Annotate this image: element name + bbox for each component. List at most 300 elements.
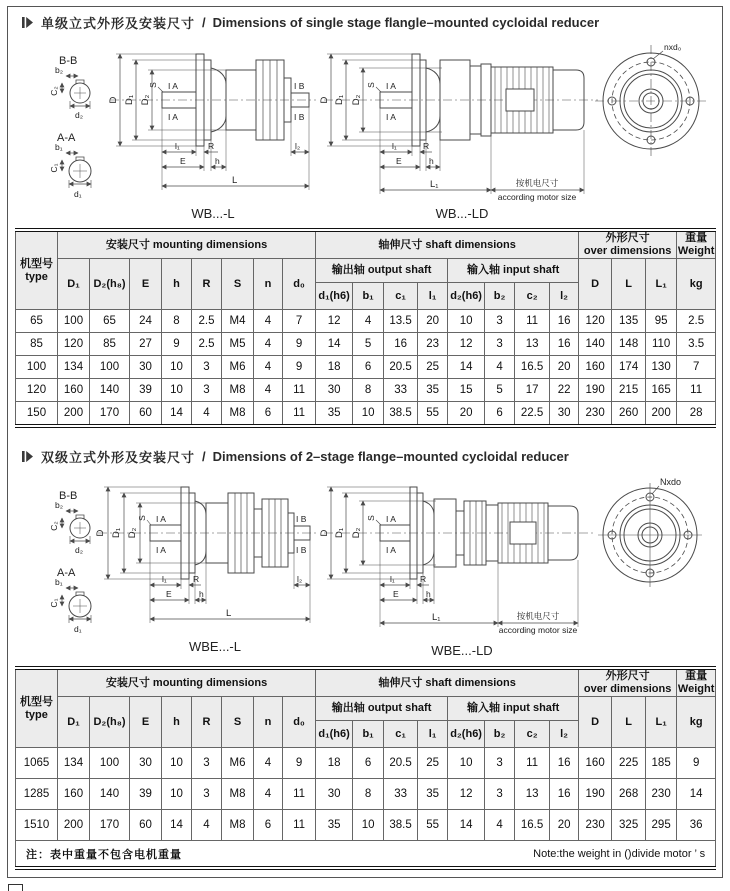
table-cell: 2.5 [192, 333, 222, 356]
dim-label-D-ld: D [319, 96, 330, 104]
column-header: d₂(h6) [448, 283, 485, 310]
table-cell: 13 [515, 333, 550, 356]
weld-mark-ib-bottom: I B [296, 545, 307, 555]
column-header: d₀ [283, 697, 316, 748]
motor-size-en: according motor size [498, 625, 578, 635]
dim-label-L1: L₁ [432, 612, 441, 623]
column-header: l₂ [550, 721, 579, 748]
table-cell: 55 [418, 810, 448, 841]
table-cell: 35 [418, 379, 448, 402]
caption-wb-l: WB...-L [191, 206, 235, 221]
table-cell: M8 [222, 779, 254, 810]
dim-label-D1: D₁ [124, 94, 135, 106]
table-cell: 4 [254, 356, 283, 379]
table-cell: 65 [90, 310, 130, 333]
table-cell: 215 [612, 379, 646, 402]
dim-label-l1: l₁ [162, 574, 167, 584]
dim-label-d2: d₂ [75, 110, 84, 120]
table-cell: 30 [550, 402, 579, 427]
table-cell: M8 [222, 402, 254, 427]
flange-face-view [595, 45, 707, 157]
table-cell: 85 [16, 333, 58, 356]
dim-label-L: L [226, 608, 232, 619]
table-cell: 30 [130, 748, 162, 779]
column-header: E [130, 259, 162, 310]
section-view-bb [62, 511, 90, 544]
table-cell: 9 [283, 356, 316, 379]
caption-wb-ld: WB...-LD [435, 206, 489, 221]
table-cell: 1285 [16, 779, 58, 810]
table-cell: 135 [612, 310, 646, 333]
table-cell: 25 [418, 748, 448, 779]
table-cell: 100 [58, 310, 90, 333]
table-cell: 100 [16, 356, 58, 379]
section2-title [21, 447, 569, 466]
flange-face-view [598, 483, 702, 587]
dim-label-C2: C₂ [49, 521, 59, 531]
table-cell: 5 [353, 333, 384, 356]
table-cell: 30 [316, 379, 353, 402]
weld-mark-ia-bottom-ld: I A [386, 545, 396, 555]
table-cell: 95 [646, 310, 677, 333]
table-cell: 4 [254, 779, 283, 810]
table-cell: 12 [316, 310, 353, 333]
section-mark-aa: A-A [57, 567, 76, 579]
wb-l-view [110, 54, 316, 190]
table-cell: 28 [677, 402, 716, 427]
wb-ld-view [324, 54, 598, 194]
table-cell: 8 [162, 310, 192, 333]
caption-wbe-l: WBE...-L [188, 639, 242, 654]
table-cell: 200 [58, 402, 90, 427]
motor-size-zh: 按机电尺寸 [515, 178, 559, 188]
dim-label-R-ld: R [420, 574, 427, 584]
table-cell: 134 [58, 356, 90, 379]
column-header: d₁(h6) [316, 283, 353, 310]
drawing-section2 [0, 473, 730, 663]
table-cell: 16 [550, 333, 579, 356]
dim-label-S: S [137, 515, 147, 521]
column-header: d₂(h6) [448, 721, 485, 748]
table-cell: 140 [90, 379, 130, 402]
table-cell: 30 [316, 779, 353, 810]
table-cell: 120 [58, 333, 90, 356]
table-cell: 170 [90, 810, 130, 841]
type-header: 机型号 type [16, 230, 58, 310]
table-cell: M8 [222, 810, 254, 841]
column-header: c₁ [384, 721, 418, 748]
table-cell: 9 [162, 333, 192, 356]
motor-size-en: according motor size [497, 192, 577, 202]
mounting-group-header: 安装尺寸 mounting dimensions [58, 230, 316, 259]
column-header: L [612, 259, 646, 310]
dim-label-C2: C₂ [49, 86, 59, 96]
weld-mark-ia-bottom-ld: I A [386, 112, 396, 122]
column-header: D [579, 259, 612, 310]
table-cell: 160 [58, 379, 90, 402]
table-cell: 10 [353, 402, 384, 427]
table-cell: 1065 [16, 748, 58, 779]
weight-group-header: 重量 Weight [677, 232, 715, 258]
table-cell: 200 [58, 810, 90, 841]
table-cell: 3 [485, 310, 515, 333]
table-cell: 39 [130, 779, 162, 810]
table-row [16, 402, 716, 427]
table-cell: 230 [579, 810, 612, 841]
weld-mark-ia-bottom: I A [156, 545, 166, 555]
table-cell: 22.5 [515, 402, 550, 427]
weld-mark-ib-bottom: I B [294, 112, 305, 122]
dim-label-D2: D₂ [140, 94, 151, 106]
column-header: D₂(h₈) [90, 697, 130, 748]
table-cell: 14 [162, 810, 192, 841]
table-cell: 6 [485, 402, 515, 427]
dim-label-l1: l₁ [175, 141, 180, 151]
section2-title-zh: 双级立式外形及安装尺寸 [41, 450, 196, 465]
dim-label-S: S [148, 82, 158, 88]
table-cell: 165 [646, 379, 677, 402]
table-cell: 20 [550, 356, 579, 379]
table-cell: 260 [612, 402, 646, 427]
table-cell: 7 [283, 310, 316, 333]
table-cell: 4 [254, 748, 283, 779]
section1-title-zh: 单级立式外形及安装尺寸 [41, 16, 196, 31]
table-cell: 16 [550, 779, 579, 810]
table-cell: 225 [612, 748, 646, 779]
dim-label-h: h [199, 589, 204, 599]
table-cell: 185 [646, 748, 677, 779]
column-header: L [612, 697, 646, 748]
table-cell: 11 [283, 379, 316, 402]
column-header: c₂ [515, 283, 550, 310]
table-cell: 11 [677, 379, 716, 402]
dim-label-E-ld: E [396, 156, 402, 166]
table-cell: 174 [612, 356, 646, 379]
dim-label-D2-ld: D₂ [351, 94, 362, 106]
table-cell: M5 [222, 333, 254, 356]
dim-label-S-ld: S [366, 515, 376, 521]
table-cell: 10 [162, 779, 192, 810]
shaft-group-header: 轴伸尺寸 shaft dimensions [316, 668, 579, 697]
table-cell: M6 [222, 356, 254, 379]
table-cell: 100 [90, 356, 130, 379]
table-cell: 268 [612, 779, 646, 810]
table-cell: 295 [646, 810, 677, 841]
output-shaft-header: 输出轴 output shaft [316, 697, 448, 721]
table-cell: 33 [384, 379, 418, 402]
over-group-header: 外形尺寸 over dimensions [579, 230, 677, 259]
table-cell: 5 [485, 379, 515, 402]
table-cell: 3 [192, 356, 222, 379]
table-row [16, 310, 716, 333]
column-header: l₁ [418, 721, 448, 748]
table-cell: 11 [283, 810, 316, 841]
column-header: l₁ [418, 283, 448, 310]
table-cell: 190 [579, 779, 612, 810]
weld-mark-ia-top: I A [168, 81, 178, 91]
input-shaft-header: 输入轴 input shaft [448, 259, 579, 283]
title-divider: / [202, 15, 206, 30]
dim-label-E: E [180, 156, 186, 166]
table-row [16, 779, 716, 810]
column-header: R [192, 697, 222, 748]
column-header: l₂ [550, 283, 579, 310]
table2-container [15, 666, 715, 870]
dim-label-d1: d₁ [74, 189, 82, 199]
column-header: b₁ [353, 283, 384, 310]
dim-label-D1: D₁ [111, 527, 122, 539]
column-header: n [254, 259, 283, 310]
column-header: D [579, 697, 612, 748]
dim-label-l1-ld: l₁ [392, 141, 397, 151]
mounting-group-header: 安装尺寸 mounting dimensions [58, 668, 316, 697]
caption-wbe-ld: WBE...-LD [431, 643, 493, 658]
column-header: S [222, 259, 254, 310]
shaft-group-header: 轴伸尺寸 shaft dimensions [316, 230, 579, 259]
table-cell: 11 [283, 779, 316, 810]
table-cell: 12 [448, 333, 485, 356]
table-cell: 4 [192, 402, 222, 427]
title-divider: / [202, 449, 206, 464]
column-header: n [254, 697, 283, 748]
dim-label-d2: d₂ [75, 545, 84, 555]
table-row [16, 748, 716, 779]
table-cell: 85 [90, 333, 130, 356]
dim-label-L: L [232, 175, 238, 186]
table-cell: 35 [316, 810, 353, 841]
table-cell: 3 [192, 748, 222, 779]
wbe-ld-view [324, 487, 596, 627]
column-header: D₁ [58, 697, 90, 748]
table-row [16, 810, 716, 841]
dim-label-b1: b₁ [55, 577, 63, 587]
table-cell: 9 [677, 748, 716, 779]
column-header: R [192, 259, 222, 310]
column-header: L₁ [646, 259, 677, 310]
table-cell: 3 [192, 779, 222, 810]
column-header: b₂ [485, 721, 515, 748]
section-mark-bb: B-B [59, 490, 78, 502]
dim-label-D2-ld: D₂ [351, 527, 362, 539]
weld-mark-ia-top-ld: I A [386, 514, 396, 524]
table-cell: 13 [515, 779, 550, 810]
table-cell: 2.5 [192, 310, 222, 333]
table-cell: 4 [485, 356, 515, 379]
flange-bolt-label: nxd₀ [664, 42, 682, 52]
weight-group-header: 重量 Weight [677, 670, 715, 696]
table-cell: 14 [448, 356, 485, 379]
table-cell: 200 [646, 402, 677, 427]
table-cell: 230 [579, 402, 612, 427]
table-cell: 7 [677, 356, 716, 379]
table-cell: 4 [254, 310, 283, 333]
column-header: b₂ [485, 283, 515, 310]
table-cell: 10 [162, 356, 192, 379]
table-cell: 4 [254, 379, 283, 402]
column-header: c₁ [384, 283, 418, 310]
table-row [16, 356, 716, 379]
table-cell: 10 [448, 310, 485, 333]
table-cell: 24 [130, 310, 162, 333]
table-cell: 9 [283, 333, 316, 356]
table-cell: 10 [353, 810, 384, 841]
column-header: d₀ [283, 259, 316, 310]
table-cell: 33 [384, 779, 418, 810]
table-cell: 4 [485, 810, 515, 841]
table-cell: 12 [448, 779, 485, 810]
table-cell: 27 [130, 333, 162, 356]
table-cell: 17 [515, 379, 550, 402]
table-cell: 11 [515, 748, 550, 779]
table-cell: 160 [579, 748, 612, 779]
table-cell: 4 [192, 810, 222, 841]
table-cell: 148 [612, 333, 646, 356]
table-cell: 20.5 [384, 356, 418, 379]
table-cell: 110 [646, 333, 677, 356]
column-header: h [162, 697, 192, 748]
weld-mark-ib-top: I B [296, 514, 307, 524]
table-cell: 20 [448, 402, 485, 427]
type-header: 机型号 type [16, 668, 58, 748]
table-cell: 30 [130, 356, 162, 379]
weld-mark-ib-top: I B [294, 81, 305, 91]
table-cell: 25 [418, 356, 448, 379]
dim-label-R: R [193, 574, 200, 584]
table-row [16, 379, 716, 402]
dim-label-l2: l₂ [295, 141, 301, 151]
table-cell: 190 [579, 379, 612, 402]
dim-label-L1: L₁ [430, 179, 439, 190]
table-cell: 134 [58, 748, 90, 779]
table-cell: 6 [353, 748, 384, 779]
table-cell: 10 [162, 748, 192, 779]
table-cell: 140 [90, 779, 130, 810]
table-cell: 35 [316, 402, 353, 427]
table-cell: 16.5 [515, 810, 550, 841]
table-cell: 14 [677, 779, 716, 810]
column-header: L₁ [646, 697, 677, 748]
table-cell: 60 [130, 402, 162, 427]
table-cell: 38.5 [384, 402, 418, 427]
weld-mark-ia-top: I A [156, 514, 166, 524]
column-header: S [222, 697, 254, 748]
table-cell: 150 [16, 402, 58, 427]
column-header: h [162, 259, 192, 310]
weld-mark-ia-bottom: I A [168, 112, 178, 122]
column-header: D₁ [58, 259, 90, 310]
dim-label-R-ld: R [423, 141, 430, 151]
table-cell: 39 [130, 379, 162, 402]
table-cell: 20 [550, 810, 579, 841]
dim-label-h-ld: h [429, 156, 434, 166]
table-row [16, 333, 716, 356]
table-cell: 3 [192, 379, 222, 402]
footnote-zh: 注：表中重量不包含电机重量 [26, 848, 182, 861]
table-cell: 8 [353, 779, 384, 810]
dim-label-l1-ld: l₁ [390, 574, 395, 584]
weld-mark-ia-top-ld: I A [386, 81, 396, 91]
over-group-header: 外形尺寸 over dimensions [579, 668, 677, 697]
dim-label-b1: b₁ [55, 142, 63, 152]
table-cell: M8 [222, 379, 254, 402]
table-cell: 16 [550, 748, 579, 779]
dim-label-S-ld: S [366, 82, 376, 88]
footnote-row [16, 841, 716, 869]
page-corner-box [8, 884, 23, 891]
table-cell: 18 [316, 356, 353, 379]
table-cell: 100 [90, 748, 130, 779]
table-cell: 16 [550, 310, 579, 333]
section-marker-icon [21, 450, 34, 463]
section-marker-icon [21, 16, 34, 29]
section1-title-en: Dimensions of single stage flangle–mounted cycloidal reducer [212, 15, 600, 30]
table-cell: 38.5 [384, 810, 418, 841]
section-view-bb [62, 76, 90, 109]
dim-label-d1: d₁ [74, 624, 82, 634]
table-cell: 14 [162, 402, 192, 427]
table-cell: M4 [222, 310, 254, 333]
dim-label-D1-ld: D₁ [334, 527, 345, 539]
table-cell: 170 [90, 402, 130, 427]
dim-label-D-ld: D [319, 529, 330, 537]
table-cell: 3.5 [677, 333, 716, 356]
motor-size-zh: 按机电尺寸 [516, 611, 560, 621]
dim-label-l2: l₂ [297, 574, 303, 584]
dim-label-h-ld: h [426, 589, 431, 599]
table-cell: 3 [485, 779, 515, 810]
table-cell: 2.5 [677, 310, 716, 333]
two-stage-dimensions-table [15, 666, 716, 870]
table-cell: 1510 [16, 810, 58, 841]
column-header: d₁(h6) [316, 721, 353, 748]
dim-label-E-ld: E [393, 589, 399, 599]
table-cell: 120 [16, 379, 58, 402]
table-cell: 11 [283, 402, 316, 427]
section1-title [21, 13, 599, 32]
input-shaft-header: 输入轴 input shaft [448, 697, 579, 721]
table-cell: 36 [677, 810, 716, 841]
table-cell: 3 [485, 333, 515, 356]
table-cell: 160 [579, 356, 612, 379]
table-cell: 325 [612, 810, 646, 841]
table-cell: 13.5 [384, 310, 418, 333]
section-mark-bb: B-B [59, 55, 78, 67]
dim-label-D: D [108, 96, 119, 104]
table-cell: 22 [550, 379, 579, 402]
dim-label-C1: C₁ [49, 163, 59, 173]
table-cell: 6 [254, 402, 283, 427]
flange-bolt-label: Nxdo [660, 477, 682, 487]
table1-container [15, 228, 715, 428]
wbe-l-view [98, 487, 318, 623]
section-mark-aa: A-A [57, 132, 76, 144]
dim-label-b2: b₂ [55, 500, 64, 510]
column-header: E [130, 697, 162, 748]
section-view-aa [62, 588, 91, 623]
table-cell: 15 [448, 379, 485, 402]
column-header: c₂ [515, 721, 550, 748]
dim-label-C1: C₁ [49, 598, 59, 608]
dim-label-E: E [166, 589, 172, 599]
table-cell: 65 [16, 310, 58, 333]
section2-title-en: Dimensions of 2–stage flange–mounted cycloidal reducer [212, 449, 569, 464]
dim-label-D: D [95, 529, 106, 537]
table-cell: 6 [254, 810, 283, 841]
table-cell: 16.5 [515, 356, 550, 379]
table-cell: 10 [448, 748, 485, 779]
drawing-section1 [0, 40, 730, 225]
output-shaft-header: 输出轴 output shaft [316, 259, 448, 283]
